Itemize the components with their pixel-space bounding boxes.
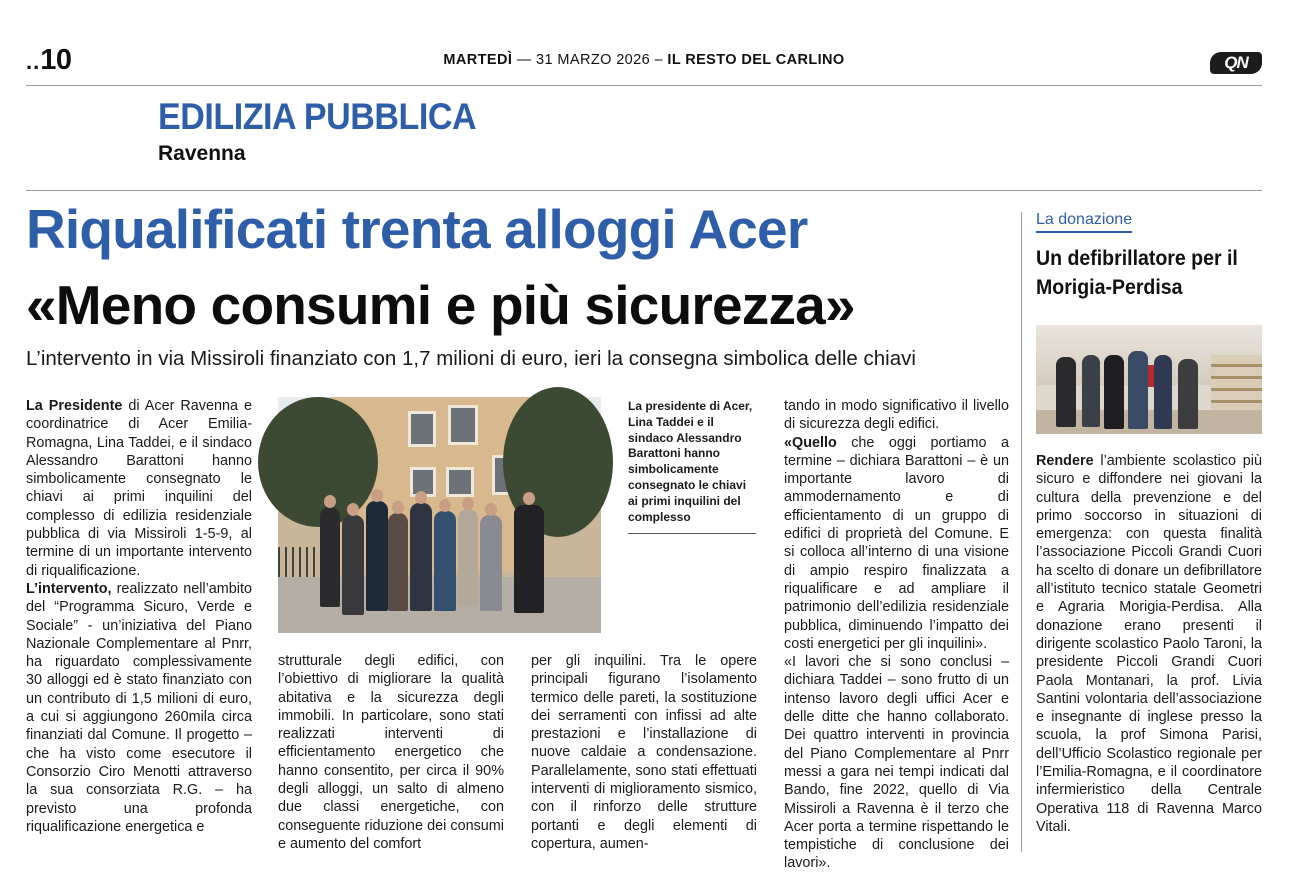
paragraph: «I lavori che si sono conclusi – dichiara Taddei – sono frutto di un intenso lavoro degli uffici Acer e delle ditte che hanno collaborato. Dei quattro interventi in provincia del Piano Complementare al Pnrr messi a gara nei tempi indicati dal Bando, fine 2022, quello di Via Missiroli a Ravenna è il terzo che Acer porta a termine rispettando le tempistiche di conclusione dei lavori». (784, 654, 1009, 872)
lead-in: L’intervento, (26, 580, 112, 597)
section-divider (26, 190, 1262, 191)
sidebar-body (1036, 452, 1262, 836)
article-column-4 (784, 397, 1009, 873)
photo-caption: La presidente di Acer, Lina Taddei e il sindaco Alessandro Barattoni hanno simbolicamente consegnato le chiavi ai primi inquilini del complesso (628, 399, 756, 534)
paragraph: per gli inquilini. Tra le opere principali figurano l’isolamento termico delle pareti, la sostituzione dei serramenti con infissi ad alte prestazioni e l’installazione di nuove caldaie a condensazione. Parallelamente, sono stati effettuati interventi di miglioramento sismico, con il rinforzo delle strutture portanti e degli elementi di copertura, aumen- (531, 653, 757, 852)
dateline-date: 31 MARZO 2026 (536, 52, 651, 68)
paragraph: strutturale degli edifici, con l’obiettivo di migliorare la qualità abitativa e la sicurezza degli immobili. In particolare, sono stati realizzati interventi di efficientamento energetico che hanno consentito, per circa il 90% degli alloggi, un salto di almeno due classi energetiche, con conseguente riduzione dei consumi e aumento del comfort (278, 653, 504, 852)
lead-in: Rendere (1036, 453, 1094, 469)
qn-logo: QN (1210, 52, 1262, 74)
lead-in: La Presidente (26, 398, 123, 414)
dateline: MARTEDÌ — 31 MARZO 2026 – IL RESTO DEL CARLINO (443, 52, 845, 68)
dateline-newspaper: IL RESTO DEL CARLINO (667, 52, 845, 68)
headline-line1: Riqualificati trenta alloggi Acer (26, 198, 808, 260)
paragraph: «Quello che oggi portiamo a termine – dichiara Barattoni – è un importante lavoro di ammodernamento e di efficientamento di un gruppo di edifici di proprietà del Comune. E si colloca all’interno di una visione di ampio respiro finalizzata a riqualificare e ad ampliare il patrimonio dell’edilizia residenziale pubblica, diminuendo l’impatto dei costi energetici per gli inquilini». (784, 434, 1009, 652)
section-city: Ravenna (158, 142, 246, 165)
article-column-3 (531, 652, 757, 853)
section-title: EDILIZIA PUBBLICA (158, 96, 477, 137)
page-header (26, 42, 1262, 86)
standfirst: L’intervento in via Missiroli finanziato con 1,7 milioni di euro, ieri la consegna simbolica delle chiavi (26, 347, 916, 370)
page-number: ..10 (26, 44, 72, 76)
tree (258, 397, 378, 527)
sidebar-kicker: La donazione (1036, 211, 1132, 233)
sidebar-title: Un defibrillatore per il Morigia-Perdisa (1036, 247, 1238, 299)
article-column-2 (278, 652, 504, 853)
article-column-1 (26, 397, 252, 836)
paragraph: Rendere l’ambiente scolastico più sicuro e diffondere nei giovani la cultura della prevenzione e del primo soccorso in situazioni di emergenza: con questa finalità l’associazione Piccoli Grandi Cuori ha scelto di donare un defibrillatore all’istituto tecnico statale Geometri e Agraria Morigia-Perdisa. Alla donazione erano presenti il dirigente scolastico Paolo Taroni, la presidente Piccoli Grandi Cuori Paola Montanari, la prof. Livia Santini volontaria dell’associazione e insegnante di inglese presso la scuola, la prof Simona Parisi, dell’Ufficio Scolastico regionale per l’Emilia-Romagna, e il coordinatore infermieristico della Centrale Operativa 118 di Ravenna Marco Vitali. (1036, 453, 1262, 835)
lead-in: «Quello (784, 434, 837, 451)
headline-line2: «Meno consumi e più sicurezza» (26, 274, 855, 336)
paragraph: tando in modo significativo il livello di sicurezza degli edifici. (784, 398, 1009, 433)
page-number-value: 10 (40, 44, 72, 76)
paragraph: La Presidente di Acer Ravenna e coordinatrice di Acer Emilia-Romagna, Lina Taddei, e il sindaco Alessandro Barattoni hanno simbolicamente consegnato le chiavi ai primi inquilini del complesso di edilizia residenziale pubblica di via Missiroli 1-5-9, al termine di un importante intervento di riqualificazione. (26, 398, 252, 579)
paragraph: L’intervento, realizzato nell’ambito del “Programma Sicuro, Verde e Sociale” - un’iniziativa del Piano Nazionale Complementare al Pnrr, ha riguardato complessivamente 30 alloggi ed è stato finanziato con un contributo di 1,5 milioni di euro, a cui si aggiungono 260mila circa finanziati dal Comune. Il progetto – che ha visto come esecutore il Consorzio Ciro Menotti attraverso la sua consorziata R.G. – ha previsto una profonda riqualificazione energetica e (26, 580, 252, 835)
article-photo (278, 397, 601, 633)
sidebar-photo (1036, 325, 1262, 434)
dateline-day: MARTEDÌ (443, 52, 513, 68)
column-divider (1021, 212, 1022, 852)
